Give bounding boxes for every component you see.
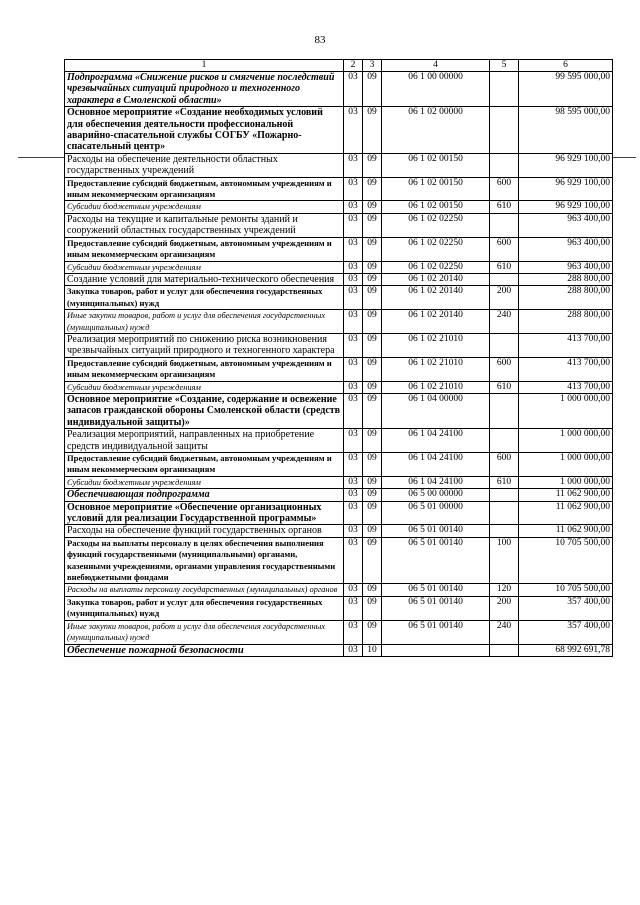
- row-subsection: 09: [363, 357, 382, 381]
- table-row: [65, 333, 613, 357]
- row-amount: 11 062 900,00: [519, 501, 613, 525]
- table-row: [65, 213, 613, 237]
- row-section: 03: [344, 286, 363, 310]
- row-subsection: 09: [363, 107, 382, 154]
- table-row: [65, 537, 613, 584]
- header-col-5: 5: [490, 60, 519, 72]
- row-section: 03: [344, 453, 363, 477]
- row-target-code: [382, 644, 490, 656]
- table-row: [65, 261, 613, 273]
- row-subsection: 09: [363, 201, 382, 213]
- row-name: Расходы на выплаты персоналу государственных (муниципальных) органов: [65, 584, 344, 596]
- row-target-code: 06 5 01 00000: [382, 501, 490, 525]
- row-name: Иные закупки товаров, работ и услуг для обеспечения государственных (муниципальных) нужд: [65, 620, 344, 644]
- row-subsection: 09: [363, 72, 382, 107]
- row-section: 03: [344, 237, 363, 261]
- row-amount: 11 062 900,00: [519, 525, 613, 537]
- row-expense-type: [490, 501, 519, 525]
- table-row: [65, 310, 613, 334]
- table-row: [65, 357, 613, 381]
- row-expense-type: 610: [490, 476, 519, 488]
- row-expense-type: 610: [490, 261, 519, 273]
- table-row: [65, 501, 613, 525]
- row-amount: 413 700,00: [519, 357, 613, 381]
- row-target-code: 06 1 02 02250: [382, 213, 490, 237]
- row-section: 03: [344, 333, 363, 357]
- row-subsection: 09: [363, 596, 382, 620]
- row-amount: 357 400,00: [519, 596, 613, 620]
- row-name: Обеспечение пожарной безопасности: [65, 644, 344, 656]
- row-section: 03: [344, 620, 363, 644]
- row-subsection: 09: [363, 237, 382, 261]
- row-target-code: 06 1 02 02250: [382, 261, 490, 273]
- row-amount: 10 705 500,00: [519, 537, 613, 584]
- row-subsection: 09: [363, 273, 382, 285]
- row-section: 03: [344, 525, 363, 537]
- table-row: [65, 381, 613, 393]
- row-name: Создание условий для материально-технического обеспечения: [65, 273, 344, 285]
- row-expense-type: 600: [490, 357, 519, 381]
- row-amount: 96 929 100,00: [519, 177, 613, 201]
- row-target-code: 06 5 01 00140: [382, 537, 490, 584]
- row-section: 03: [344, 261, 363, 273]
- row-expense-type: 600: [490, 453, 519, 477]
- row-name: Расходы на обеспечение функций государственных органов: [65, 525, 344, 537]
- row-target-code: 06 5 01 00140: [382, 596, 490, 620]
- row-target-code: 06 1 02 21010: [382, 357, 490, 381]
- row-expense-type: 610: [490, 381, 519, 393]
- row-subsection: 09: [363, 333, 382, 357]
- row-amount: 96 929 100,00: [519, 201, 613, 213]
- row-amount: 413 700,00: [519, 381, 613, 393]
- row-subsection: 10: [363, 644, 382, 656]
- budget-table: [64, 59, 613, 657]
- row-name: Подпрограмма «Снижение рисков и смягчение последствий чрезвычайных ситуаций природного и техногенного характера в Смоленской области»: [65, 72, 344, 107]
- header-col-3: 3: [363, 60, 382, 72]
- row-expense-type: [490, 333, 519, 357]
- table-row: [65, 177, 613, 201]
- row-section: 03: [344, 273, 363, 285]
- row-name: Обеспечивающая подпрограмма: [65, 489, 344, 501]
- row-name: Предоставление субсидий бюджетным, автономным учреждениям и иным некоммерческим организациям: [65, 453, 344, 477]
- row-name: Расходы на текущие и капитальные ремонты зданий и сооружений областных государственных учреждений: [65, 213, 344, 237]
- row-section: 03: [344, 357, 363, 381]
- row-amount: 11 062 900,00: [519, 489, 613, 501]
- header-col-4: 4: [382, 60, 490, 72]
- table-row: [65, 584, 613, 596]
- row-section: 03: [344, 537, 363, 584]
- row-name: Субсидии бюджетным учреждениям: [65, 201, 344, 213]
- right-margin-line: [612, 157, 636, 158]
- row-amount: 68 992 691,78: [519, 644, 613, 656]
- table-row: [65, 596, 613, 620]
- row-amount: 10 705 500,00: [519, 584, 613, 596]
- row-target-code: 06 1 02 02250: [382, 237, 490, 261]
- row-subsection: 09: [363, 213, 382, 237]
- row-target-code: 06 1 02 00150: [382, 153, 490, 177]
- row-section: 03: [344, 596, 363, 620]
- row-section: 03: [344, 177, 363, 201]
- row-name: Реализация мероприятий, направленных на приобретение средств индивидуальной защиты: [65, 429, 344, 453]
- row-name: Основное мероприятие «Создание, содержание и освежение запасов гражданской обороны Смоленской области (средств индивидуальной защиты)»: [65, 393, 344, 428]
- table-row: [65, 453, 613, 477]
- row-name: Закупка товаров, работ и услуг для обеспечения государственных (муниципальных) нужд: [65, 596, 344, 620]
- table-row: [65, 644, 613, 656]
- header-col-6: 6: [519, 60, 613, 72]
- header-col-1: 1: [65, 60, 344, 72]
- row-target-code: 06 5 00 00000: [382, 489, 490, 501]
- row-section: 03: [344, 201, 363, 213]
- row-section: 03: [344, 107, 363, 154]
- row-subsection: 09: [363, 286, 382, 310]
- row-expense-type: [490, 489, 519, 501]
- row-expense-type: [490, 107, 519, 154]
- table-row: [65, 476, 613, 488]
- row-subsection: 09: [363, 476, 382, 488]
- row-name: Основное мероприятие «Обеспечение организационных условий для реализации Государственной программы»: [65, 501, 344, 525]
- row-amount: 98 595 000,00: [519, 107, 613, 154]
- row-target-code: 06 5 01 00140: [382, 525, 490, 537]
- row-name: Предоставление субсидий бюджетным, автономным учреждениям и иным некоммерческим организациям: [65, 357, 344, 381]
- row-expense-type: [490, 644, 519, 656]
- left-margin-line: [18, 157, 64, 158]
- row-name: Предоставление субсидий бюджетным, автономным учреждениям и иным некоммерческим организациям: [65, 237, 344, 261]
- row-target-code: 06 1 02 21010: [382, 333, 490, 357]
- row-target-code: 06 1 02 20140: [382, 310, 490, 334]
- row-name: Расходы на обеспечение деятельности областных государственных учреждений: [65, 153, 344, 177]
- table-row: [65, 620, 613, 644]
- row-expense-type: 610: [490, 201, 519, 213]
- row-expense-type: 600: [490, 177, 519, 201]
- row-amount: 288 800,00: [519, 273, 613, 285]
- row-amount: 357 400,00: [519, 620, 613, 644]
- row-section: 03: [344, 644, 363, 656]
- row-section: 03: [344, 72, 363, 107]
- row-name: Субсидии бюджетным учреждениям: [65, 381, 344, 393]
- header-col-2: 2: [344, 60, 363, 72]
- row-name: Закупка товаров, работ и услуг для обеспечения государственных (муниципальных) нужд: [65, 286, 344, 310]
- table-row: [65, 286, 613, 310]
- row-target-code: 06 1 04 24100: [382, 429, 490, 453]
- row-amount: 288 800,00: [519, 286, 613, 310]
- row-amount: 1 000 000,00: [519, 393, 613, 428]
- row-expense-type: [490, 273, 519, 285]
- row-section: 03: [344, 153, 363, 177]
- row-name: Иные закупки товаров, работ и услуг для обеспечения государственных (муниципальных) нужд: [65, 310, 344, 334]
- row-amount: 1 000 000,00: [519, 476, 613, 488]
- row-subsection: 09: [363, 381, 382, 393]
- row-subsection: 09: [363, 525, 382, 537]
- row-expense-type: [490, 429, 519, 453]
- row-section: 03: [344, 381, 363, 393]
- row-amount: 1 000 000,00: [519, 453, 613, 477]
- row-subsection: 09: [363, 501, 382, 525]
- row-expense-type: 240: [490, 310, 519, 334]
- row-section: 03: [344, 429, 363, 453]
- table-row: [65, 525, 613, 537]
- row-section: 03: [344, 584, 363, 596]
- table-row: [65, 72, 613, 107]
- row-name: Основное мероприятие «Создание необходимых условий для обеспечения деятельности профессиональной аварийно-спасательной службы СОГБУ «Пожарно-спасательный центр»: [65, 107, 344, 154]
- row-amount: 413 700,00: [519, 333, 613, 357]
- row-name: Субсидии бюджетным учреждениям: [65, 261, 344, 273]
- row-section: 03: [344, 310, 363, 334]
- row-target-code: 06 1 02 00150: [382, 201, 490, 213]
- row-name: Расходы на выплаты персоналу в целях обеспечения выполнения функций государственными (муниципальными) органами, казенными учреждениями, органами управления государственными внебюджетными фондами: [65, 537, 344, 584]
- row-section: 03: [344, 501, 363, 525]
- row-expense-type: 200: [490, 596, 519, 620]
- table-header-row: [65, 60, 613, 72]
- row-target-code: 06 1 04 24100: [382, 476, 490, 488]
- row-amount: 1 000 000,00: [519, 429, 613, 453]
- row-section: 03: [344, 476, 363, 488]
- row-subsection: 09: [363, 537, 382, 584]
- row-expense-type: 240: [490, 620, 519, 644]
- row-target-code: 06 1 04 24100: [382, 453, 490, 477]
- row-amount: 963 400,00: [519, 261, 613, 273]
- row-target-code: 06 1 02 00000: [382, 107, 490, 154]
- row-section: 03: [344, 393, 363, 428]
- row-name: Реализация мероприятий по снижению риска возникновения чрезвычайных ситуаций природного и техногенного характера: [65, 333, 344, 357]
- row-section: 03: [344, 489, 363, 501]
- row-expense-type: [490, 213, 519, 237]
- row-expense-type: 200: [490, 286, 519, 310]
- row-target-code: 06 1 02 21010: [382, 381, 490, 393]
- table-row: [65, 201, 613, 213]
- row-subsection: 09: [363, 453, 382, 477]
- table-row: [65, 237, 613, 261]
- row-target-code: 06 5 01 00140: [382, 584, 490, 596]
- table-row: [65, 489, 613, 501]
- row-expense-type: [490, 525, 519, 537]
- row-amount: 96 929 100,00: [519, 153, 613, 177]
- table-row: [65, 273, 613, 285]
- row-expense-type: 120: [490, 584, 519, 596]
- table-row: [65, 153, 613, 177]
- page-number: 83: [314, 34, 326, 46]
- row-amount: 963 400,00: [519, 213, 613, 237]
- table-row: [65, 429, 613, 453]
- row-section: 03: [344, 213, 363, 237]
- row-amount: 99 595 000,00: [519, 72, 613, 107]
- row-expense-type: [490, 393, 519, 428]
- row-target-code: 06 1 02 20140: [382, 286, 490, 310]
- row-name: Предоставление субсидий бюджетным, автономным учреждениям и иным некоммерческим организациям: [65, 177, 344, 201]
- row-target-code: 06 1 02 20140: [382, 273, 490, 285]
- table-row: [65, 107, 613, 154]
- row-expense-type: [490, 153, 519, 177]
- table-row: [65, 393, 613, 428]
- row-expense-type: [490, 72, 519, 107]
- row-subsection: 09: [363, 489, 382, 501]
- row-expense-type: 600: [490, 237, 519, 261]
- row-subsection: 09: [363, 153, 382, 177]
- row-expense-type: 100: [490, 537, 519, 584]
- row-subsection: 09: [363, 429, 382, 453]
- row-subsection: 09: [363, 310, 382, 334]
- row-subsection: 09: [363, 261, 382, 273]
- row-subsection: 09: [363, 177, 382, 201]
- row-subsection: 09: [363, 584, 382, 596]
- row-target-code: 06 5 01 00140: [382, 620, 490, 644]
- row-name: Субсидии бюджетным учреждениям: [65, 476, 344, 488]
- row-subsection: 09: [363, 393, 382, 428]
- row-amount: 963 400,00: [519, 237, 613, 261]
- row-target-code: 06 1 04 00000: [382, 393, 490, 428]
- row-target-code: 06 1 00 00000: [382, 72, 490, 107]
- row-subsection: 09: [363, 620, 382, 644]
- row-amount: 288 800,00: [519, 310, 613, 334]
- row-target-code: 06 1 02 00150: [382, 177, 490, 201]
